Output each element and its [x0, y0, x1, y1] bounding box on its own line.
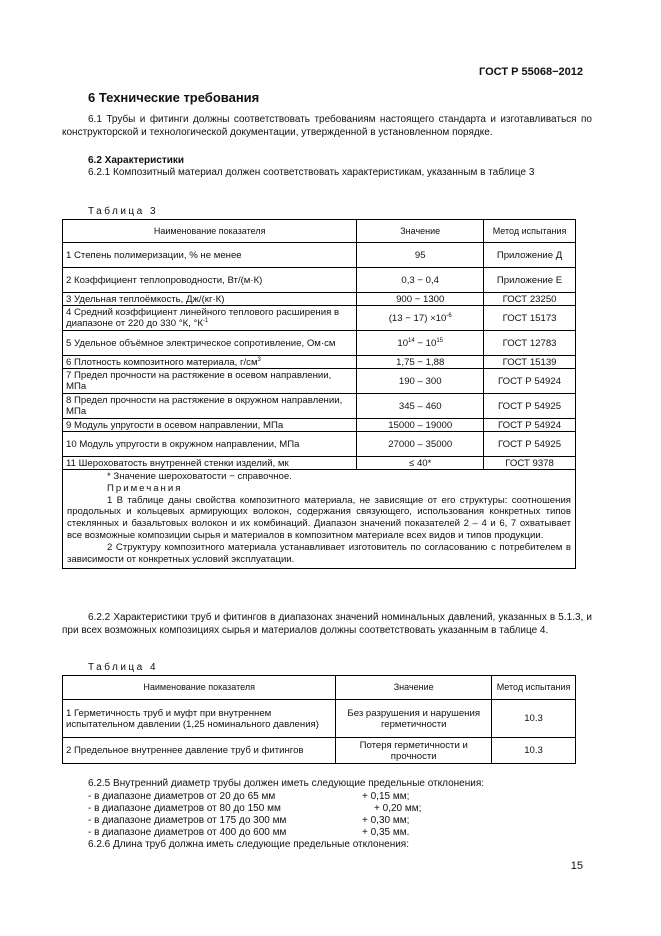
row-name: 11 Шероховатость внутренней стенки изделий, мк [63, 457, 357, 470]
list-item [88, 827, 488, 839]
list-item [88, 815, 488, 827]
row-name: 1 Герметичность труб и муфт при внутреннем испытательном давлении (1,25 номинального давления) [63, 700, 336, 738]
row-name: 10 Модуль упругости в окружном направлении, МПа [63, 432, 357, 457]
row-name [63, 356, 357, 369]
table3-notes-title: Примечания [107, 482, 183, 494]
row-name-sup: -1 [202, 317, 209, 324]
table-row [63, 243, 576, 268]
row-method: ГОСТ Р 54925 [484, 394, 576, 419]
list-item [88, 791, 488, 803]
table3-caption: Таблица 3 [88, 206, 159, 217]
row-method: 10.3 [492, 738, 576, 764]
section-title: 6 Технические требования [88, 90, 260, 105]
row-value: 0,3 − 0,4 [357, 268, 484, 293]
row-value: 1,75 − 1,88 [357, 356, 484, 369]
table3-header-row [63, 220, 576, 243]
row-value: 900 − 1300 [357, 293, 484, 306]
table4-header-method: Метод испытания [492, 676, 576, 700]
row-value: Без разрушения и нарушения герметичности [336, 700, 492, 738]
deviation-list [88, 791, 488, 839]
list-item [88, 803, 488, 815]
row-value-a: 10 [397, 337, 409, 349]
table4-caption: Таблица 4 [88, 662, 159, 673]
table3-note-2: 2 Структуру композитного материала устанавливает изготовитель по согласованию с потребителем в зависимости от конкретных условий эксплуатации. [67, 541, 571, 565]
table-row [63, 432, 576, 457]
table-3 [62, 219, 576, 569]
row-method: ГОСТ Р 54924 [484, 419, 576, 432]
table3-header-method: Метод испытания [484, 220, 576, 243]
row-name-sup: 3 [257, 356, 261, 363]
deviation-value: + 0,35 мм. [362, 827, 410, 838]
deviation-value: + 0,30 мм; [362, 815, 410, 826]
row-method: 10.3 [492, 700, 576, 738]
table-4 [62, 675, 576, 764]
table3-header-name: Наименование показателя [63, 220, 357, 243]
table-row [63, 369, 576, 394]
row-name: 2 Коэффициент теплопроводности, Вт/(м·К) [63, 268, 357, 293]
table3-note-1: 1 В таблице даны свойства композитного материала, не зависящие от его структуры: соотношения продольных и кольцевых армирующих волокон, содержания связующего, использования конкретных типов стеклянных и базальтовых волокон и их комбинаций. Диапазон значений показателей 2 – 4 и 6, 7 охватывает все возможные композиции сырья и материалов в композитном материале всех видов и типов продукции. [67, 494, 571, 541]
deviation-value: + 0,15 мм; [362, 791, 410, 802]
row-value [357, 306, 484, 331]
paragraph-6-2-1: 6.2.1 Композитный материал должен соответствовать характеристикам, указанным в таблице 3 [88, 167, 535, 178]
table-row [63, 738, 576, 764]
row-name: 9 Модуль упругости в осевом направлении, МПа [63, 419, 357, 432]
row-value: 345 – 460 [357, 394, 484, 419]
row-value-sup: -6 [446, 312, 452, 319]
deviation-label: - в диапазоне диаметров от 175 до 300 мм [88, 815, 287, 826]
row-value: 15000 – 19000 [357, 419, 484, 432]
row-method: ГОСТ 15173 [484, 306, 576, 331]
row-value: Потеря герметичности и прочности [336, 738, 492, 764]
paragraph-6-1: 6.1 Трубы и фитинги должны соответствовать требованиям настоящего стандарта и изготавливаться по конструкторской и технологической документации, утвержденной в установленном порядке. [62, 114, 592, 138]
table3-notes [63, 470, 576, 569]
table3-notes-row [63, 470, 576, 569]
table-row [63, 700, 576, 738]
deviation-label: - в диапазоне диаметров от 80 до 150 мм [88, 803, 281, 814]
row-value: 190 – 300 [357, 369, 484, 394]
row-name: 8 Предел прочности на растяжение в окружном направлении, МПа [63, 394, 357, 419]
table-row [63, 356, 576, 369]
table-row [63, 306, 576, 331]
deviation-label: - в диапазоне диаметров от 400 до 600 мм [88, 827, 287, 838]
row-name: 5 Удельное объёмное электрическое сопротивление, Ом·см [63, 331, 357, 356]
row-method: Приложение Д [484, 243, 576, 268]
row-value: 95 [357, 243, 484, 268]
row-name: 1 Степень полимеризации, % не менее [63, 243, 357, 268]
row-method: Приложение Е [484, 268, 576, 293]
table-row [63, 457, 576, 470]
row-value-mid: − 10 [414, 337, 437, 349]
row-name-text: 6 Плотность композитного материала, г/см [66, 356, 258, 368]
row-name: 2 Предельное внутреннее давление труб и фитингов [63, 738, 336, 764]
row-name: 7 Предел прочности на растяжение в осевом направлении, МПа [63, 369, 357, 394]
row-value-b-sup: 15 [436, 337, 444, 344]
row-name-text: 4 Средний коэффициент линейного теплового расширения в диапазоне от 220 до 330 °К, °К [66, 307, 340, 329]
row-method: ГОСТ Р 54924 [484, 369, 576, 394]
row-value: 27000 – 35000 [357, 432, 484, 457]
table4-header-name: Наименование показателя [63, 676, 336, 700]
table-row [63, 268, 576, 293]
table-row [63, 394, 576, 419]
document-id: ГОСТ Р 55068−2012 [479, 66, 583, 78]
row-value-text: (13 − 17) ×10 [388, 312, 447, 324]
heading-6-2: 6.2 Характеристики [88, 155, 185, 166]
row-value [357, 331, 484, 356]
table-row [63, 419, 576, 432]
row-value-a-sup: 14 [408, 337, 415, 344]
table-row [63, 331, 576, 356]
paragraph-6-2-2: 6.2.2 Характеристики труб и фитингов в диапазонах значений номинальных давлений, указанных в 5.1.3, и при всех возможных композициях сырья и материалов должны соответствовать указанным в таблице 4. [62, 612, 592, 636]
table4-header-value: Значение [336, 676, 492, 700]
row-method: ГОСТ Р 54925 [484, 432, 576, 457]
table3-footnote: * Значение шероховатости − справочное. [107, 471, 292, 482]
deviation-label: - в диапазоне диаметров от 20 до 65 мм [88, 791, 276, 802]
row-method: ГОСТ 23250 [484, 293, 576, 306]
table4-header-row [63, 676, 576, 700]
row-name [63, 306, 357, 331]
deviation-value: + 0,20 мм; [374, 803, 422, 814]
page-number: 15 [570, 860, 583, 872]
paragraph-6-2-6: 6.2.6 Длина труб должна иметь следующие предельные отклонения: [88, 839, 409, 850]
row-value: ≤ 40* [357, 457, 484, 470]
paragraph-6-2-5: 6.2.5 Внутренний диаметр трубы должен иметь следующие предельные отклонения: [88, 778, 485, 789]
row-method: ГОСТ 12783 [484, 331, 576, 356]
table-row [63, 293, 576, 306]
table3-header-value: Значение [357, 220, 484, 243]
row-method: ГОСТ 9378 [484, 457, 576, 470]
row-name: 3 Удельная теплоёмкость, Дж/(кг·К) [63, 293, 357, 306]
row-method: ГОСТ 15139 [484, 356, 576, 369]
